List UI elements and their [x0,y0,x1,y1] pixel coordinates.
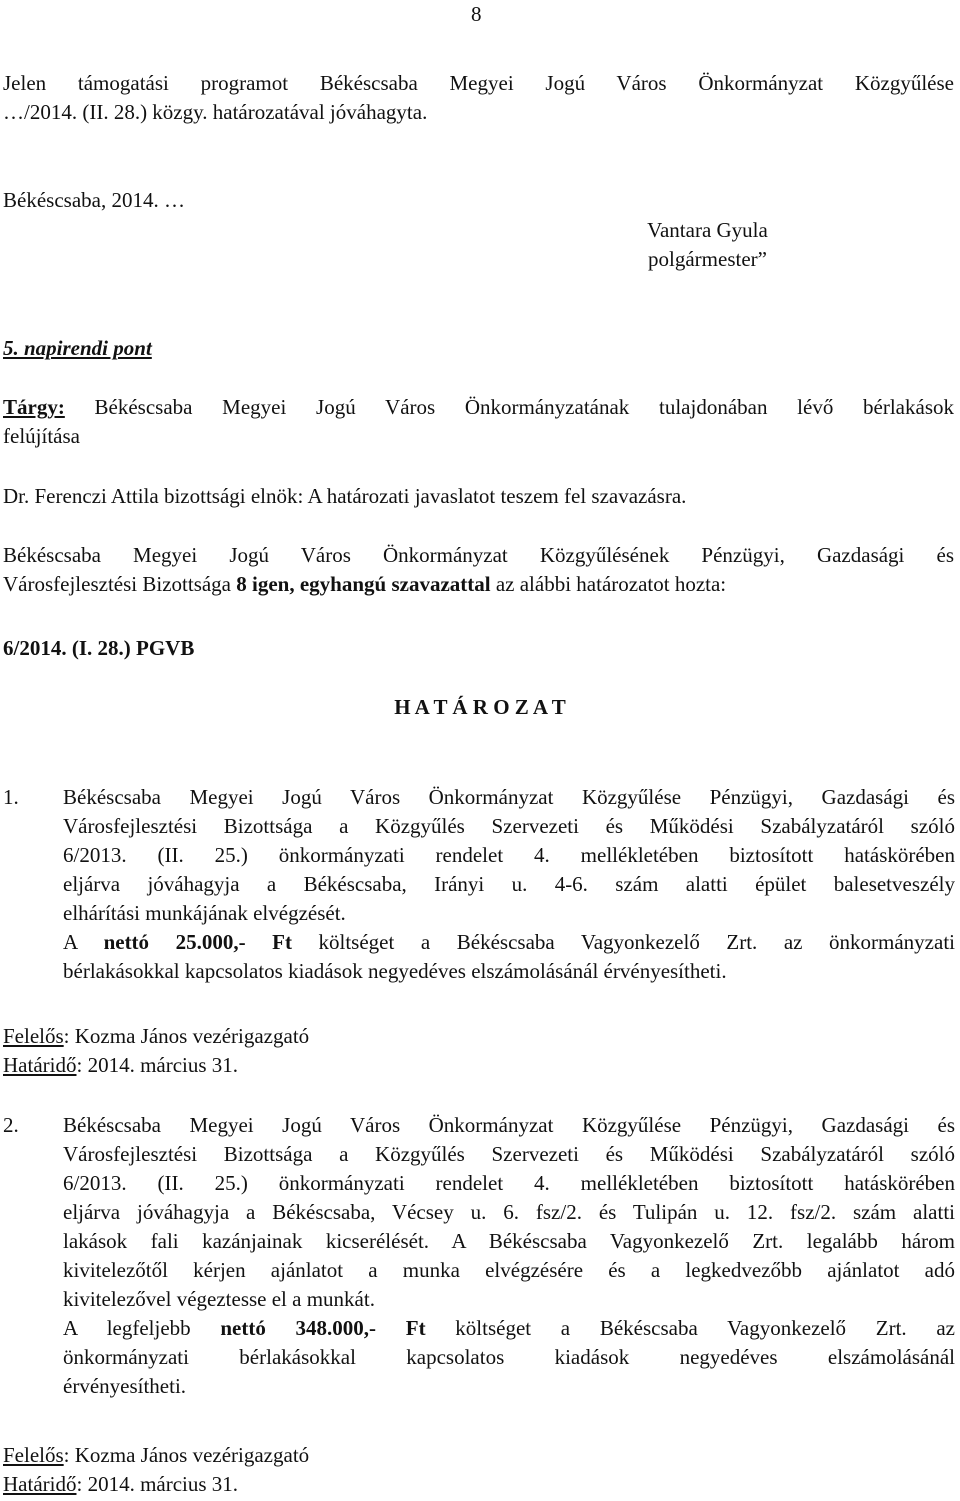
item-1-line-4: eljárva jóváhagyja a Békéscsaba, Irányi u. 4-6. szám alatti épület balesetveszély [63,872,955,896]
signatory-name: Vantara Gyula [647,218,768,242]
item-1-amount: nettó 25.000,- Ft [103,930,292,954]
vote-paragraph [3,541,954,599]
item-1-amount-pre: A [63,930,104,954]
item-2-line-3: 6/2013. (II. 25.) önkormányzati rendelet 4. mellékletében biztosított hatáskörében [63,1171,955,1195]
subject-label: Tárgy: [3,395,65,419]
item-2-body [63,1111,955,1401]
approval-paragraph [3,69,954,127]
agenda-point: 5. napirendi pont [3,336,152,360]
place-date: Békéscsaba, 2014. … [3,188,185,212]
item-2-number: 2. [3,1113,19,1137]
deadline-label: Határidő [3,1053,77,1077]
approval-line-2: …/2014. (II. 28.) közgy. határozatával jóváhagyta. [3,100,428,124]
deadline-value: : 2014. március 31. [76,1053,239,1077]
item-2-line-9: önkormányzati bérlakásokkal kapcsolatos kiadások negyedéves elszámolásánál [63,1345,955,1369]
item-1-responsible [3,1022,309,1051]
signatory [600,216,815,274]
item-1-line-1: Békéscsaba Megyei Jogú Város Önkormányzat Közgyűlése Pénzügyi, Gazdasági és [63,785,955,809]
responsible-label: Felelős [3,1443,64,1467]
item-1-responsibility [3,1022,309,1080]
item-1-number: 1. [3,785,19,809]
item-2-line-5: lakások fali kazánjainak kicserélését. A Békéscsaba Vagyonkezelő Zrt. legalább három [63,1229,955,1253]
signatory-title: polgármester” [648,247,767,271]
resolution-title: H A T Á R O Z A T [394,695,566,719]
vote-rest: az alábbi határozatot hozta: [490,572,727,596]
responsible-label: Felelős [3,1024,64,1048]
responsible-value: : Kozma János vezérigazgató [63,1443,310,1467]
item-2-line-2: Városfejlesztési Bizottsága a Közgyűlés Szervezeti és Működési Szabályzatáról szóló [63,1142,955,1166]
item-2-line-8 [63,1314,955,1343]
item-1-line-7: bérlakásokkal kapcsolatos kiadások negyedéves elszámolásánál érvényesítheti. [63,959,727,983]
motion-text: Dr. Ferenczi Attila bizottsági elnök: A határozati javaslatot teszem fel szavazásra. [3,484,687,508]
vote-line-2 [3,570,954,599]
item-2-responsibility [3,1441,309,1499]
deadline-label: Határidő [3,1472,77,1496]
item-2-amount: nettó 348.000,- Ft [220,1316,426,1340]
approval-line-1: Jelen támogatási programot Békéscsaba Megyei Jogú Város Önkormányzat Közgyűlése [3,71,954,95]
item-1-amount-post: költséget a Békéscsaba Vagyonkezelő Zrt. az önkormányzati [291,930,955,954]
item-1-line-3: 6/2013. (II. 25.) önkormányzati rendelet 4. mellékletében biztosított hatáskörében [63,843,955,867]
resolution-number: 6/2014. (I. 28.) PGVB [3,636,195,660]
page-number: 8 [471,2,482,26]
subject-text: Békéscsaba Megyei Jogú Város Önkormányzatának tulajdonában lévő bérlakások [64,395,954,419]
item-2-line-4: eljárva jóváhagyja a Békéscsaba, Vécsey u. 6. fsz/2. és Tulipán u. 12. fsz/2. szám alatti [63,1200,955,1224]
item-1-body [63,783,955,986]
item-2-deadline [3,1470,309,1499]
subject-line-1 [3,393,954,422]
subject-paragraph [3,393,954,451]
item-2-amount-post: költséget a Békéscsaba Vagyonkezelő Zrt. az [425,1316,955,1340]
item-2-line-7: kivitelezővel végeztesse el a munkát. [63,1287,375,1311]
item-2-amount-pre: A legfeljebb [63,1316,221,1340]
item-1-line-2: Városfejlesztési Bizottsága a Közgyűlés Szervezeti és Működési Szabályzatáról szóló [63,814,955,838]
deadline-value: : 2014. március 31. [76,1472,239,1496]
item-2-line-6: kivitelezőtől kérjen ajánlatot a munka elvégzésére és a legkedvezőbb ajánlatot adó [63,1258,955,1282]
item-1-line-6 [63,928,955,957]
item-2-line-1: Békéscsaba Megyei Jogú Város Önkormányzat Közgyűlése Pénzügyi, Gazdasági és [63,1113,955,1137]
subject-line-2: felújítása [3,424,80,448]
item-1-deadline [3,1051,309,1080]
item-1-line-5: elhárítási munkájának elvégzését. [63,901,346,925]
vote-committee: Városfejlesztési Bizottsága [3,572,237,596]
item-2-responsible [3,1441,309,1470]
vote-result: 8 igen, egyhangú szavazattal [236,572,491,596]
vote-line-1: Békéscsaba Megyei Jogú Város Önkormányzat Közgyűlésének Pénzügyi, Gazdasági és [3,543,954,567]
responsible-value: : Kozma János vezérigazgató [63,1024,310,1048]
item-2-line-10: érvényesítheti. [63,1374,187,1398]
